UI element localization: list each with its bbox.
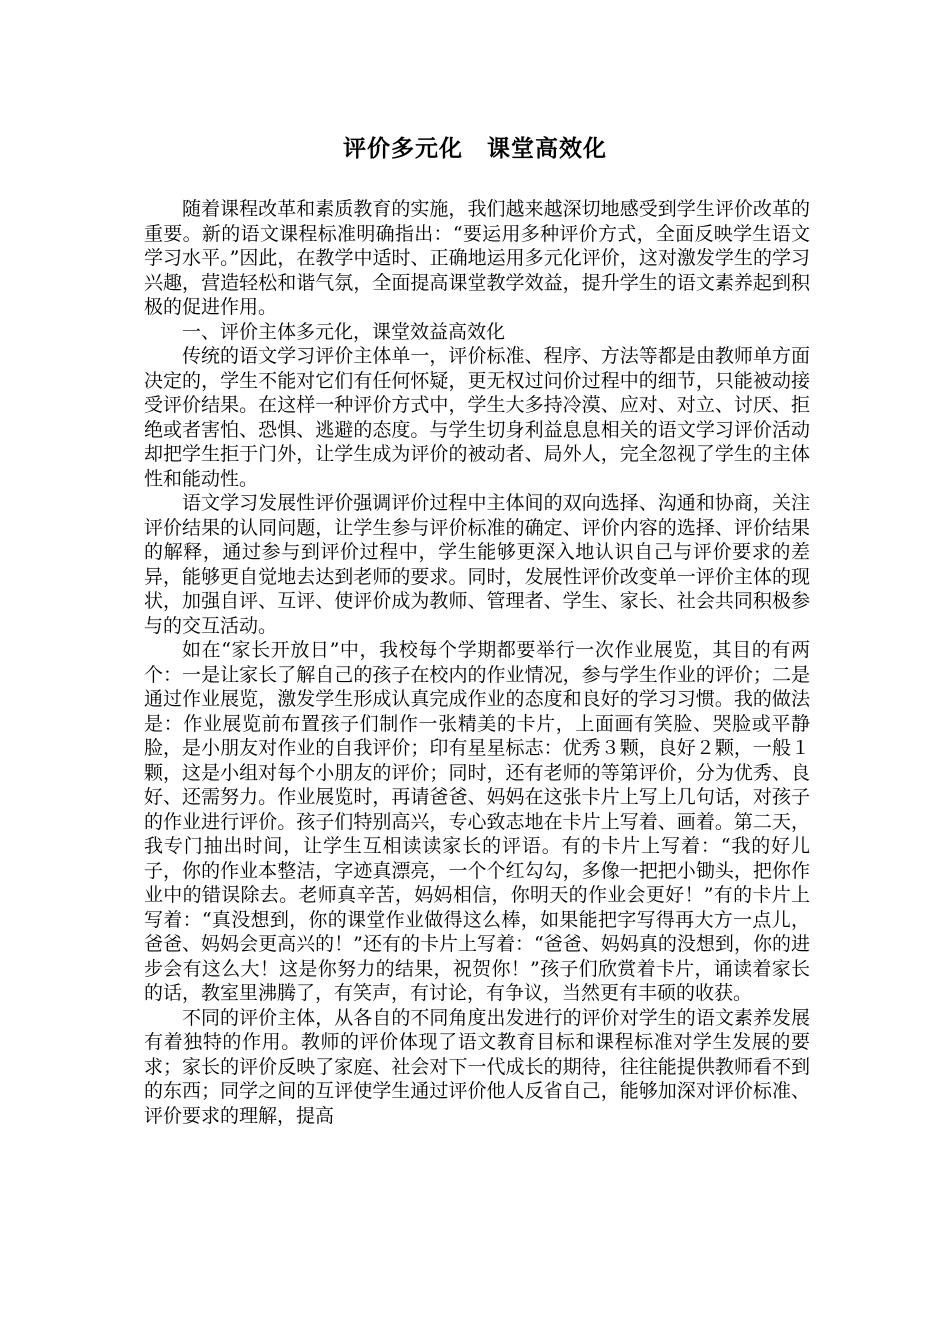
paragraph-parent-open-day: 如在“家长开放日”中，我校每个学期都要举行一次作业展览，其目的有两个：一是让家长了解自己的孩子在校内的作业情况，参与学生作业的评价；二是通过作业展览，激发学生形成认真完成作业的态度和良好的学习习惯。我的做法是：作业展览前布置孩子们制作一张精美的卡片，上面画有笑脸、哭脸或平静脸，是小朋友对作业的自我评价；印有星星标志：优秀３颗，良好２颗，一般１颗，这是小组对每个小朋友的评价；同时，还有老师的等第评价，分为优秀、良好、还需努力。作业展览时，再请爸爸、妈妈在这张卡片上写上几句话，对孩子的作业进行评价。孩子们特别高兴，专心致志地在卡片上写着、画着。第二天，我专门抽出时间，让学生互相读读家长的评语。有的卡片上写着：“我的好儿子，你的作业本整洁，字迹真漂亮，一个个红勾勾，多像一把把小锄头，把你作业中的错误除去。老师真辛苦，妈妈相信，你明天的作业会更好！”有的卡片上写着：“真没想到，你的课堂作业做得这么棒，如果能把字写得再大方一点儿，爸爸、妈妈会更高兴的！”还有的卡片上写着：“爸爸、妈妈真的没想到，你的进步会有这么大！这是你努力的结果，祝贺你！”孩子们欣赏着卡片，诵读着家长的话，教室里沸腾了，有笑声，有讨论，有争议，当然更有丰硕的收获。 [144,639,810,1004]
paragraph-intro: 随着课程改革和素质教育的实施，我们越来越深切地感受到学生评价改革的重要。新的语文课程标准明确指出：“要运用多种评价方式，全面反映学生语文学习水平。”因此，在教学中适时、正确地运用多元化评价，这对激发学生的学习兴趣，营造轻松和谐气氛，全面提高课堂教学效益，提升学生的语文素养起到积极的促进作用。 [144,198,810,318]
paragraph-developmental-evaluation: 语文学习发展性评价强调评价过程中主体间的双向选择、沟通和协商，关注评价结果的认同问题，让学生参与评价标准的确定、评价内容的选择、评价结果的解释，通过参与到评价过程中，学生能够更深入地认识自己与评价要求的差异，能够更自觉地去达到老师的要求。同时，发展性评价改变单一评价主体的现状，加强自评、互评、使评价成为教师、管理者、学生、家长、社会共同积极参与的交互活动。 [144,492,810,637]
section-heading: 一、评价主体多元化，课堂效益高效化 [182,320,506,343]
paragraph-different-evaluators: 不同的评价主体，从各自的不同角度出发进行的评价对学生的语文素养发展有着独特的作用。教师的评价体现了语文教育目标和课程标准对学生发展的要求；家长的评价反映了家庭、社会对下一代成长的期待，往往能提供教师看不到的东西；同学之间的互评使学生通过评价他人反省自己，能够加深对评价标准、评价要求的理解，提高 [144,1006,810,1127]
document-body [144,197,810,1128]
document-title: 评价多元化 课堂高效化 [343,135,607,162]
paragraph-traditional-evaluation: 传统的语文学习评价主体单一，评价标准、程序、方法等都是由教师单方面决定的，学生不能对它们有任何怀疑，更无权过问价过程中的细节，只能被动接受评价结果。在这样一种评价方式中，学生大多持冷漠、应对、对立、讨厌、拒绝或者害怕、恐惧、逃避的态度。与学生切身利益息息相关的语文学习评价活动却把学生拒于门外，让学生成为评价的被动者、局外人，完全忽视了学生的主体性和能动性。 [144,345,810,490]
